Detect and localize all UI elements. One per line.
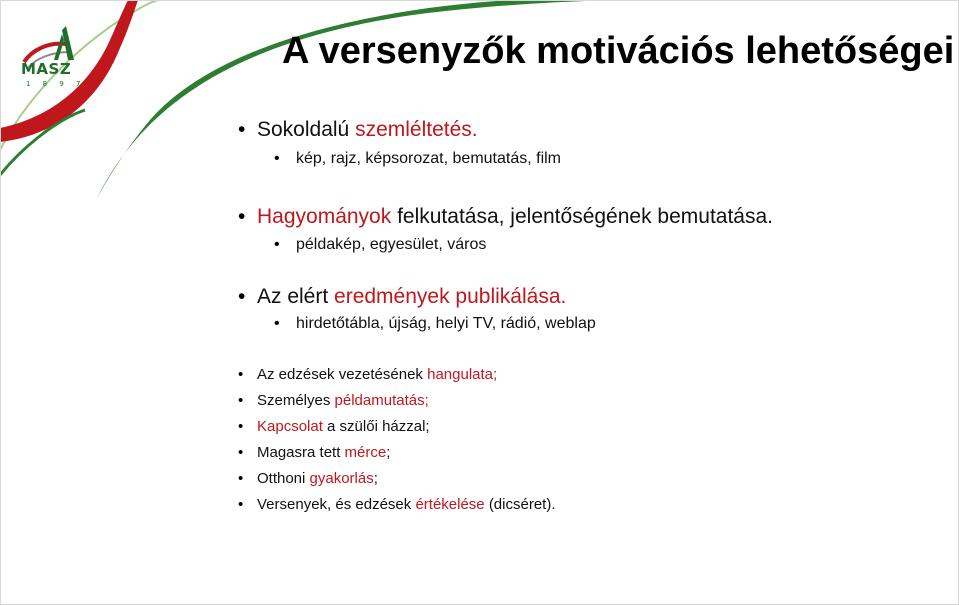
logo-wordmark: MASZ xyxy=(21,60,72,78)
bullet-item xyxy=(238,496,556,513)
bullet-text-segment: mérce xyxy=(344,444,387,461)
bullet-item xyxy=(238,418,430,435)
bullet-text-segment: gyakorlás xyxy=(309,470,374,487)
bullet-text-segment: értékelése xyxy=(415,496,489,513)
bullet-text-segment: hirdetőtábla, újság, helyi TV, rádió, weblap xyxy=(296,315,596,332)
sub-bullet-item xyxy=(238,150,561,168)
bullet-text-segment: Magasra tett xyxy=(257,444,345,461)
bullet-item xyxy=(238,444,390,461)
bullet-item xyxy=(238,205,773,229)
slide-title: A versenyzők motivációs lehetőségei xyxy=(282,30,955,72)
bullet-text-segment: példamutatás; xyxy=(334,392,429,409)
bullet-text-segment: Az elért xyxy=(257,285,335,308)
logo-year: 1 8 9 7 xyxy=(26,80,86,88)
bullet-item xyxy=(238,470,378,487)
bullet-text-segment: kép, rajz, képsorozat, bemutatás, film xyxy=(296,150,561,167)
bullet-text-segment: Versenyek, és edzések xyxy=(257,496,416,513)
bullet-text-segment: a szülői házzal; xyxy=(327,418,430,435)
bullet-text-segment: szemléltetés. xyxy=(355,118,478,141)
bullet-item xyxy=(238,366,497,383)
bullet-text-segment: példakép, egyesület, város xyxy=(296,236,487,253)
sub-bullet-item xyxy=(238,315,596,333)
sub-bullet-item xyxy=(238,236,486,254)
bullet-text-segment: hangulata; xyxy=(427,366,498,383)
bullet-text-segment: ; xyxy=(386,444,391,461)
bullet-text-segment: Hagyományok xyxy=(257,205,398,228)
bullet-text-segment: ; xyxy=(373,470,378,487)
bullet-item xyxy=(238,118,478,142)
bullet-text-segment: Otthoni xyxy=(257,470,310,487)
bullet-text-segment: Sokoldalú xyxy=(257,118,356,141)
bullet-text-segment: (dicséret). xyxy=(488,496,556,513)
bullet-item xyxy=(238,392,429,409)
bullet-text-segment: felkutatása, jelentőségének bemutatása. xyxy=(397,205,773,228)
bullet-item xyxy=(238,285,566,309)
bullet-text-segment: eredmények publikálása. xyxy=(334,285,567,308)
bullet-text-segment: Kapcsolat xyxy=(257,418,328,435)
bullet-text-segment: Személyes xyxy=(257,392,335,409)
bullet-text-segment: Az edzések vezetésének xyxy=(257,366,428,383)
